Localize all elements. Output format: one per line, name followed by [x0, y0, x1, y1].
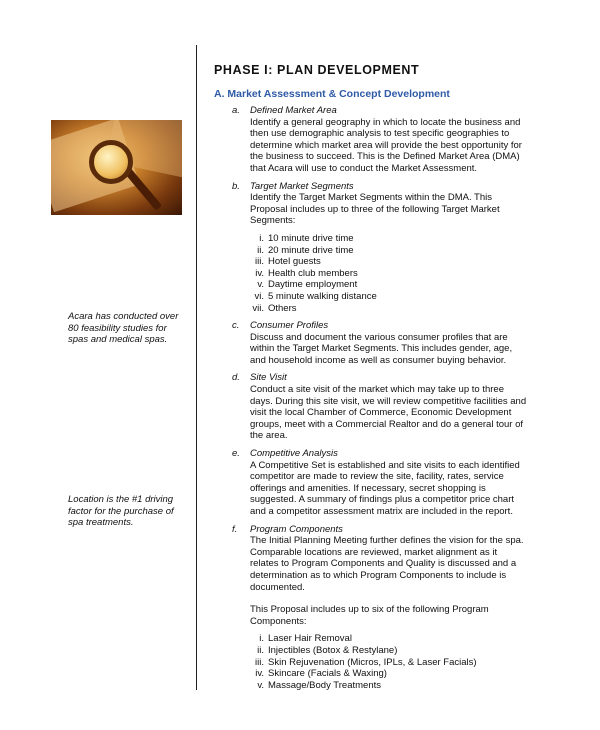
list-item: iii. Skin Rejuvenation (Micros, IPLs, & Laser Facials) — [255, 656, 477, 668]
list-item: i. Laser Hair Removal — [259, 633, 352, 645]
list-item: i. 10 minute drive time — [259, 232, 354, 244]
list-item: iv. Health club members — [255, 267, 358, 279]
magnifying-glass-photo — [51, 120, 182, 215]
target-segments-list — [250, 233, 528, 314]
list-item: v. Daytime employment — [257, 279, 358, 291]
item-text: Discuss and document the various consumer profiles that are within the Target Market Segments. This includes gender, age, and household income as well as consumer buying behavior. — [250, 331, 513, 366]
content-body — [228, 105, 528, 697]
list-item: iv. Skincare (Facials & Waxing) — [255, 668, 387, 680]
side-note-feasibility: Acara has conducted over 80 feasibility studies for spas and medical spas. — [68, 311, 179, 346]
item-text: Conduct a site visit of the market which may take up to three days. During this site visit, we will review competitive facilities and visit the local Chamber of Commerce, Economic Development groups, meet with a Commercial Realtor and do a general tour of the area. — [250, 384, 527, 442]
item-title: Target Market Segments — [250, 180, 354, 192]
magnifier-lens-icon — [89, 140, 133, 184]
side-note-location: Location is the #1 driving factor for the purchase of spa treatments. — [68, 494, 174, 529]
item-target-market-segments — [228, 181, 528, 315]
item-text: Identify a general geography in which to locate the business and then use demographic analysis to test specific geographies to determine which market area will provide the best opportunity for the business to succeed. This is the Defined Market Area (DMA) that Acara will use to conduct the Market Assessment. — [250, 116, 522, 174]
item-letter: a. — [232, 105, 240, 116]
item-letter: d. — [232, 372, 240, 384]
column-divider — [196, 45, 197, 690]
item-text-2: This Proposal includes up to six of the following Program Components: — [250, 604, 489, 627]
section-title: A. Market Assessment & Concept Development — [214, 88, 450, 100]
item-letter: b. — [232, 180, 240, 192]
item-letter: f. — [232, 523, 238, 535]
item-program-components — [228, 524, 528, 692]
item-text: A Competitive Set is established and site visits to each identified competitor are made to review the site, facility, rates, service offerings and amenities. If necessary, secret shopping is suggested. A summary of findings plus a competitor price chart and a competitor assessment matrix are included in the report. — [250, 459, 520, 517]
list-item: v. Massage/Body Treatments — [257, 679, 381, 691]
list-item: iii. Hotel guests — [255, 256, 321, 268]
item-letter: c. — [232, 320, 240, 332]
item-letter: e. — [232, 448, 240, 460]
item-competitive-analysis — [228, 448, 528, 518]
magnifier-handle — [124, 167, 162, 210]
item-defined-market-area — [228, 105, 528, 175]
list-item: ii. 20 minute drive time — [257, 244, 354, 256]
item-text: Identify the Target Market Segments within the DMA. This Proposal includes up to three of the following Target Market Segments: — [250, 192, 500, 227]
list-item: vi. 5 minute walking distance — [254, 290, 377, 302]
program-components-list — [250, 633, 528, 691]
item-title: Program Components — [250, 523, 343, 535]
item-title: Consumer Profiles — [250, 320, 329, 332]
list-item: vii. Others — [252, 302, 297, 314]
item-site-visit — [228, 372, 528, 442]
item-title: Defined Market Area — [250, 105, 337, 116]
item-title: Site Visit — [250, 372, 287, 384]
item-title: Competitive Analysis — [250, 448, 338, 460]
list-item: ii. Injectibles (Botox & Restylane) — [257, 644, 398, 656]
phase-title: PHASE I: PLAN DEVELOPMENT — [214, 63, 420, 77]
item-text: The Initial Planning Meeting further defines the vision for the spa. Comparable locations are reviewed, market alignment as it relates to Program Components and Quality is discussed and a determination as to which Program Components to include is documented. — [250, 535, 524, 593]
item-consumer-profiles — [228, 320, 528, 366]
